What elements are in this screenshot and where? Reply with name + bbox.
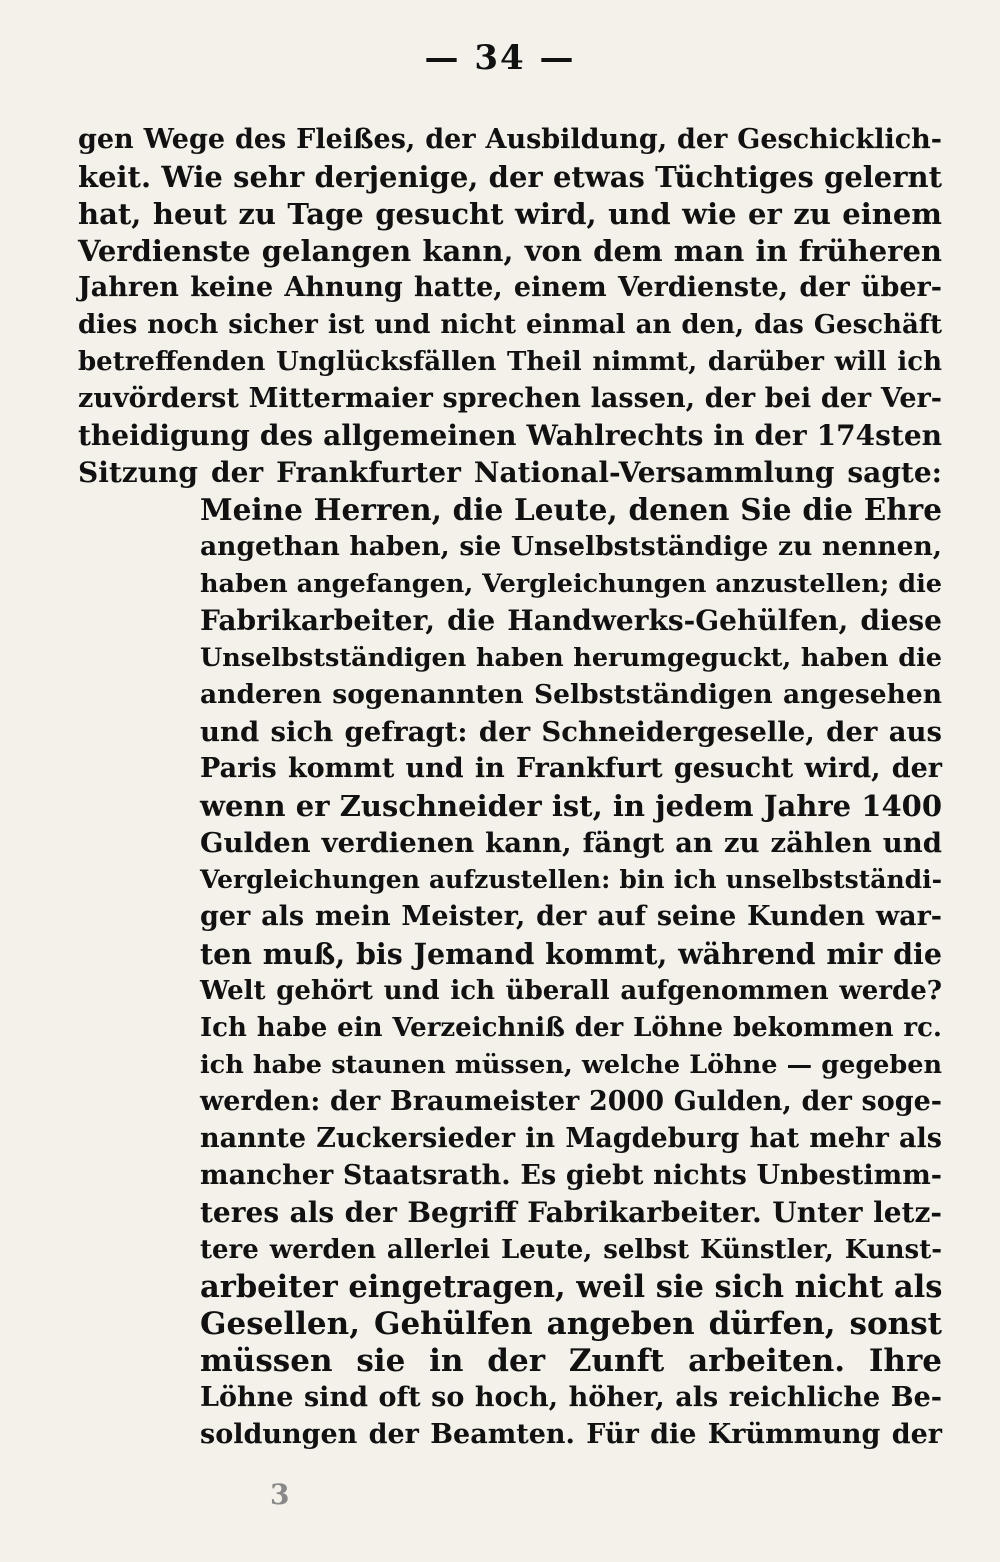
quote-line: Ich habe ein Verzeichniß der Löhne bekommen rc.: [200, 1013, 942, 1043]
quote-line: anderen sogenannten Selbstständigen angesehen: [200, 679, 942, 710]
quote-line: Paris kommt und in Frankfurt gesucht wird, der: [200, 753, 942, 784]
quote-line: nannte Zuckersieder in Magdeburg hat mehr als: [200, 1123, 942, 1154]
page-number: — 34 —: [424, 38, 576, 78]
quote-line: Vergleichungen aufzustellen: bin ich unselbstständi-: [200, 865, 942, 894]
text-line: dies noch sicher ist und nicht einmal an den, das Geschäft: [78, 310, 942, 340]
quote-line: ten muß, bis Jemand kommt, während mir die: [200, 937, 942, 971]
quote-line: Gesellen, Gehülfen angeben dürfen, sonst: [200, 1306, 942, 1342]
quote-line: haben angefangen, Vergleichungen anzustellen; die: [200, 569, 942, 599]
quote-line: müssen sie in der Zunft arbeiten. Ihre: [200, 1343, 942, 1379]
quote-line: arbeiter eingetragen, weil sie sich nicht als: [200, 1269, 943, 1305]
text-line: Verdienste gelangen kann, von dem man in früheren: [78, 234, 942, 268]
quote-line: tere werden allerlei Leute, selbst Künstler, Kunst-: [200, 1235, 942, 1265]
quote-line: Gulden verdienen kann, fängt an zu zählen und: [200, 827, 942, 859]
quote-line: Fabrikarbeiter, die Handwerks-Gehülfen, diese: [200, 604, 942, 637]
quote-line: ger als mein Meister, der auf seine Kunden war-: [200, 901, 942, 932]
signature-mark: 3: [270, 1478, 290, 1511]
text-line: Jahren keine Ahnung hatte, einem Verdienste, der über-: [78, 272, 942, 303]
quote-line: Meine Herren, die Leute, denen Sie die Ehre: [200, 492, 942, 527]
quote-line: ich habe staunen müssen, welche Löhne — gegeben: [200, 1050, 942, 1080]
quote-line: werden: der Braumeister 2000 Gulden, der soge-: [200, 1086, 942, 1117]
text-line: betreffenden Unglücksfällen Theil nimmt, darüber will ich: [78, 347, 942, 377]
text-line: Sitzung der Frankfurter National-Versammlung sagte:: [78, 456, 942, 489]
text-line: hat, heut zu Tage gesucht wird, und wie er zu einem: [78, 197, 942, 231]
quote-line: angethan haben, sie Unselbstständige zu nennen,: [200, 531, 942, 562]
quote-line: teres als der Begriff Fabrikarbeiter. Unter letz-: [200, 1196, 942, 1229]
text-line: theidigung des allgemeinen Wahlrechts in der 174sten: [78, 419, 942, 452]
text-line: gen Wege des Fleißes, der Ausbildung, der Geschicklich-: [78, 124, 942, 155]
quote-line: mancher Staatsrath. Es giebt nichts Unbestimm-: [200, 1160, 942, 1191]
quote-line: Welt gehört und ich überall aufgenommen werde?: [200, 976, 942, 1006]
quote-line: Löhne sind oft so hoch, höher, als reichliche Be-: [200, 1382, 942, 1413]
quote-line: Unselbstständigen haben herumgeguckt, haben die: [200, 643, 942, 673]
text-line: keit. Wie sehr derjenige, der etwas Tüchtiges gelernt: [78, 160, 942, 194]
text-line: zuvörderst Mittermaier sprechen lassen, der bei der Ver-: [78, 383, 942, 414]
quote-line: und sich gefragt: der Schneidergeselle, der aus: [200, 716, 942, 748]
quote-line: wenn er Zuschneider ist, in jedem Jahre 1400: [200, 789, 942, 823]
quote-line: soldungen der Beamten. Für die Krümmung der: [200, 1419, 942, 1450]
